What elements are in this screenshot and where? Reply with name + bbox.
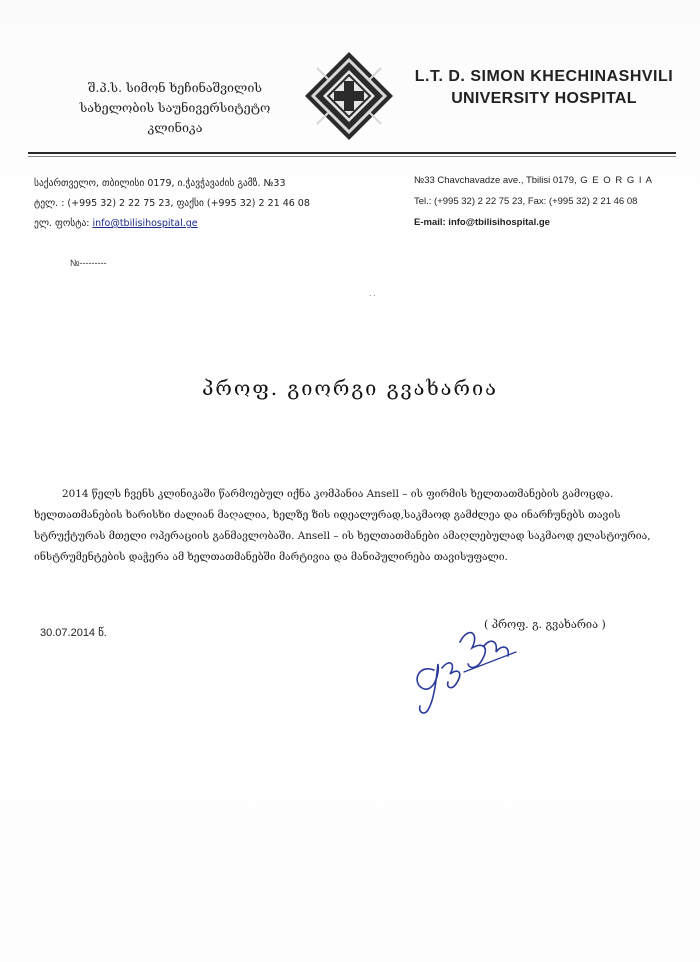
address-english-email[interactable]: E-mail: info@tbilisihospital.ge — [414, 217, 550, 228]
address-georgian — [34, 174, 354, 234]
address-georgian-email-link[interactable]: info@tbilisihospital.ge — [92, 218, 198, 229]
header-georgian-line-1: შ.პ.ს. სიმონ ხეჩინაშვილის — [88, 80, 262, 95]
letter-body-line-3: სტრუქტურას მთელი ოპერაციის განმავლობაში. Ansell – ის ხელთათმანები ამაღლებულად საკმაოდ ელასტიურია, — [34, 530, 651, 542]
header-english-line-2: UNIVERSITY HOSPITAL — [451, 90, 637, 107]
header-english-line-1: L.T. D. SIMON KHECHINASHVILI — [414, 68, 674, 85]
letter-body-line-1: 2014 წელს ჩვენს კლინიკაში წარმოებულ იქნა კომპანია Ansell – ის ფირმის ხელთათმანების გამოცდა. — [62, 488, 614, 500]
header-divider — [28, 152, 676, 154]
address-georgian-phone: ტელ. : (+995 32) 2 22 75 23, ფაქსი (+995 32) 2 21 46 08 — [34, 198, 310, 209]
header-georgian-line-3: კლინიკა — [147, 120, 203, 135]
letter-body-line-2: ხელთათმანების ხარისხი ძალიან მაღალია, ხელზე ზის იდეალურად,საკმაოდ გამძლეა და ინარჩუნებს თავის — [34, 509, 621, 521]
address-english-phone: Tel.: (+995 32) 2 22 75 23, Fax: (+995 32) 2 21 46 08 — [414, 196, 638, 207]
signatory-name: ( პროფ. გ. გვახარია ) — [484, 618, 606, 631]
header-georgian-line-2: სახელობის საუნივერსიტეტო — [79, 100, 271, 115]
letter-number-field: №--------- — [70, 258, 107, 268]
address-english-street: №33 Chavchavadze ave., Tbilisi 0179, — [414, 175, 577, 186]
header-divider-thin — [28, 156, 676, 157]
letter-body-line-4: ინსტრუმენტების დაჭერა ამ ხელთათმანებში მარტივია და მანიპულირება თავისუფალი. — [34, 551, 508, 563]
hospital-cross-logo-icon — [303, 50, 395, 142]
address-english-country: G E O R G I A — [576, 175, 653, 186]
address-georgian-email-row — [34, 214, 354, 234]
letter-body — [34, 484, 666, 568]
header-georgian-name — [60, 78, 290, 138]
header-english-name — [414, 66, 674, 110]
address-georgian-email-label: ელ. ფოსტა: — [34, 218, 93, 229]
scan-specks: · · — [369, 292, 376, 300]
letter-date: 30.07.2014 წ. — [40, 627, 107, 639]
address-english-street-row — [414, 170, 684, 191]
address-georgian-street: საქართველო, თბილისი 0179, ი.ჭავჭავაძის გამზ. №33 — [34, 178, 286, 189]
address-english — [414, 170, 684, 233]
letter-title: პროფ. გიორგი გვახარია — [202, 376, 498, 400]
